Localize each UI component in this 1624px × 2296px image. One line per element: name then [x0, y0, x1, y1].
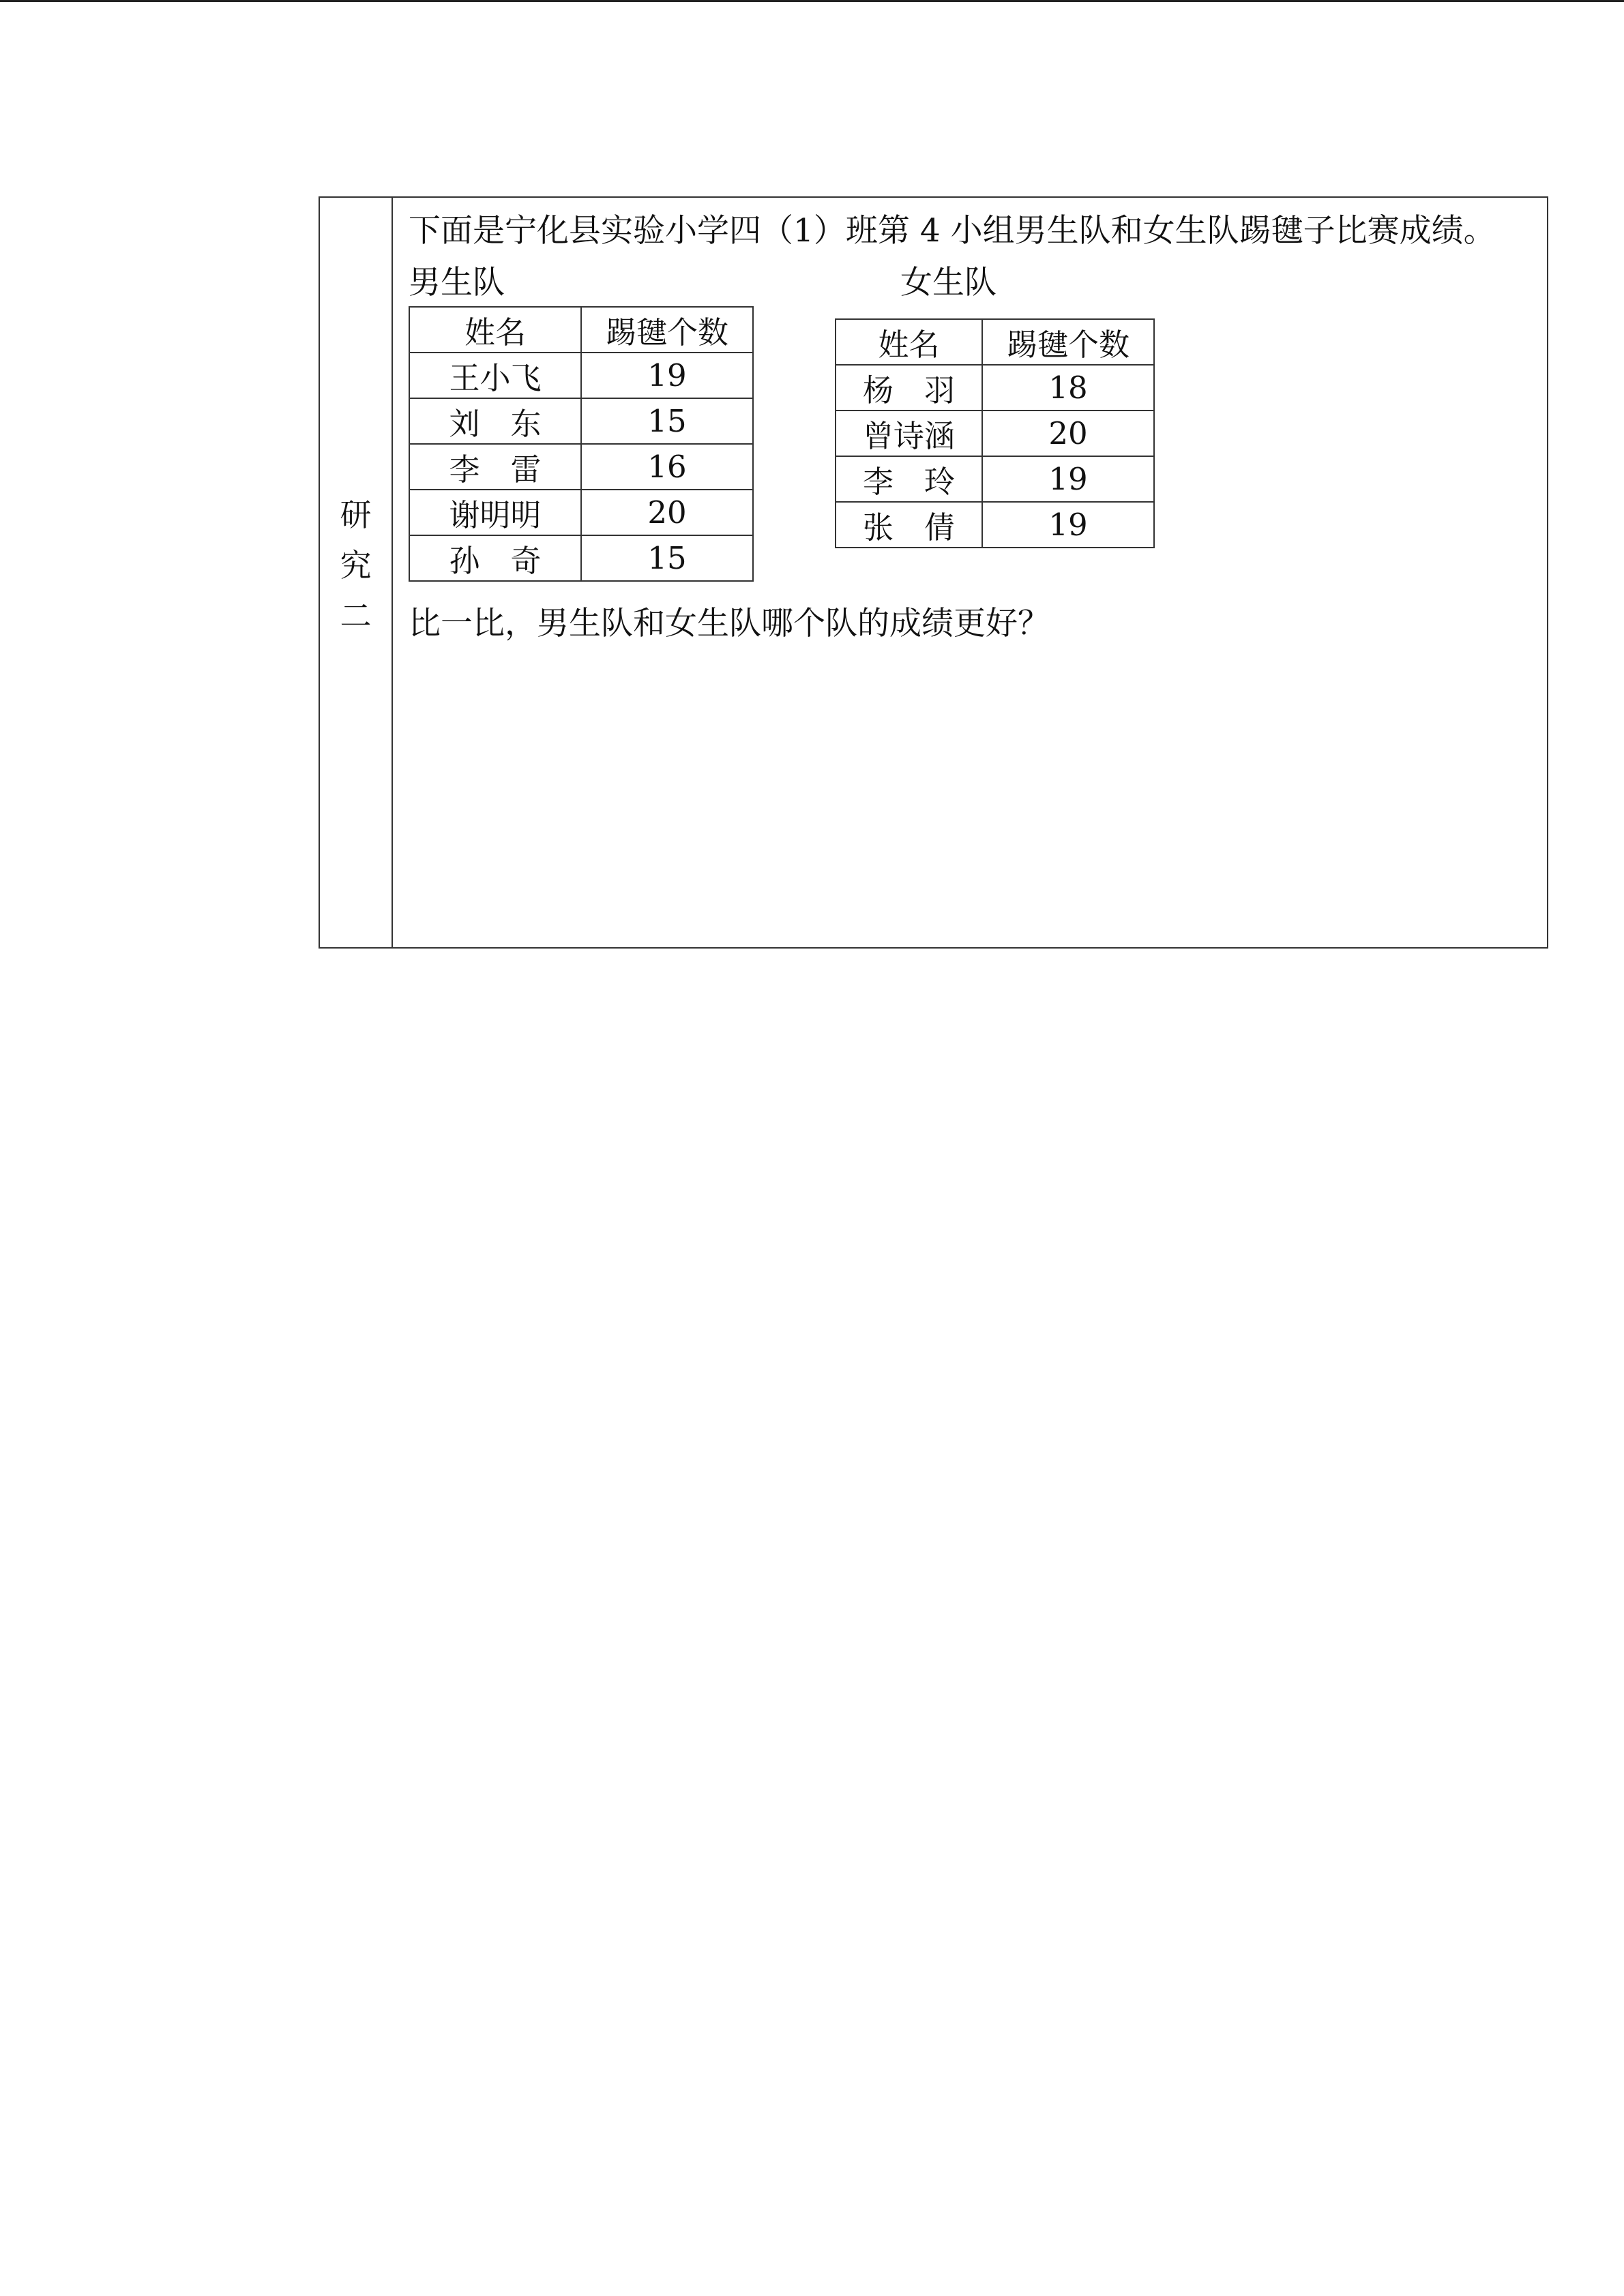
student-name: 杨 羽 — [836, 365, 982, 411]
girls-score-table — [835, 318, 1155, 548]
side-label-char: 研 — [340, 496, 372, 533]
boys-score-table — [409, 306, 754, 582]
table-row — [836, 411, 1154, 456]
student-name: 李 玲 — [836, 456, 982, 502]
student-name: 孙 奇 — [409, 535, 581, 581]
header-count: 踢毽个数 — [982, 319, 1154, 365]
girls-team-title: 女生队 — [900, 264, 996, 301]
table-row — [409, 490, 753, 535]
boys-team-title: 男生队 — [409, 264, 505, 301]
kick-count: 19 — [982, 456, 1154, 502]
student-name: 曾诗涵 — [836, 411, 982, 456]
kick-count: 18 — [982, 365, 1154, 411]
header-name: 姓名 — [836, 319, 982, 365]
kick-count: 16 — [581, 444, 753, 490]
header-count: 踢毽个数 — [581, 307, 753, 353]
kick-count: 15 — [581, 398, 753, 444]
student-name: 王小飞 — [409, 353, 581, 398]
table-row — [836, 365, 1154, 411]
kick-count: 19 — [982, 502, 1154, 548]
kick-count: 15 — [581, 535, 753, 581]
top-border-line — [0, 0, 1624, 2]
table-row — [409, 353, 753, 398]
side-label-char: 究 — [340, 547, 372, 584]
table-row — [836, 502, 1154, 548]
student-name: 张 倩 — [836, 502, 982, 548]
table-row — [409, 444, 753, 490]
question-text: 比一比，男生队和女生队哪个队的成绩更好？ — [409, 605, 1050, 642]
kick-count: 20 — [982, 411, 1154, 456]
table-header-row — [409, 307, 753, 353]
header-name: 姓名 — [409, 307, 581, 353]
kick-count: 19 — [581, 353, 753, 398]
table-row — [836, 456, 1154, 502]
side-label-char: 二 — [340, 597, 372, 634]
side-label-column — [320, 198, 393, 947]
table-row — [409, 398, 753, 444]
table-row — [409, 535, 753, 581]
student-name: 刘 东 — [409, 398, 581, 444]
side-label — [320, 490, 392, 641]
student-name: 李 雷 — [409, 444, 581, 490]
intro-text: 下面是宁化县实验小学四（1）班第 4 小组男生队和女生队踢毽子比赛成绩。 — [409, 212, 1496, 250]
table-header-row — [836, 319, 1154, 365]
student-name: 谢明明 — [409, 490, 581, 535]
kick-count: 20 — [581, 490, 753, 535]
